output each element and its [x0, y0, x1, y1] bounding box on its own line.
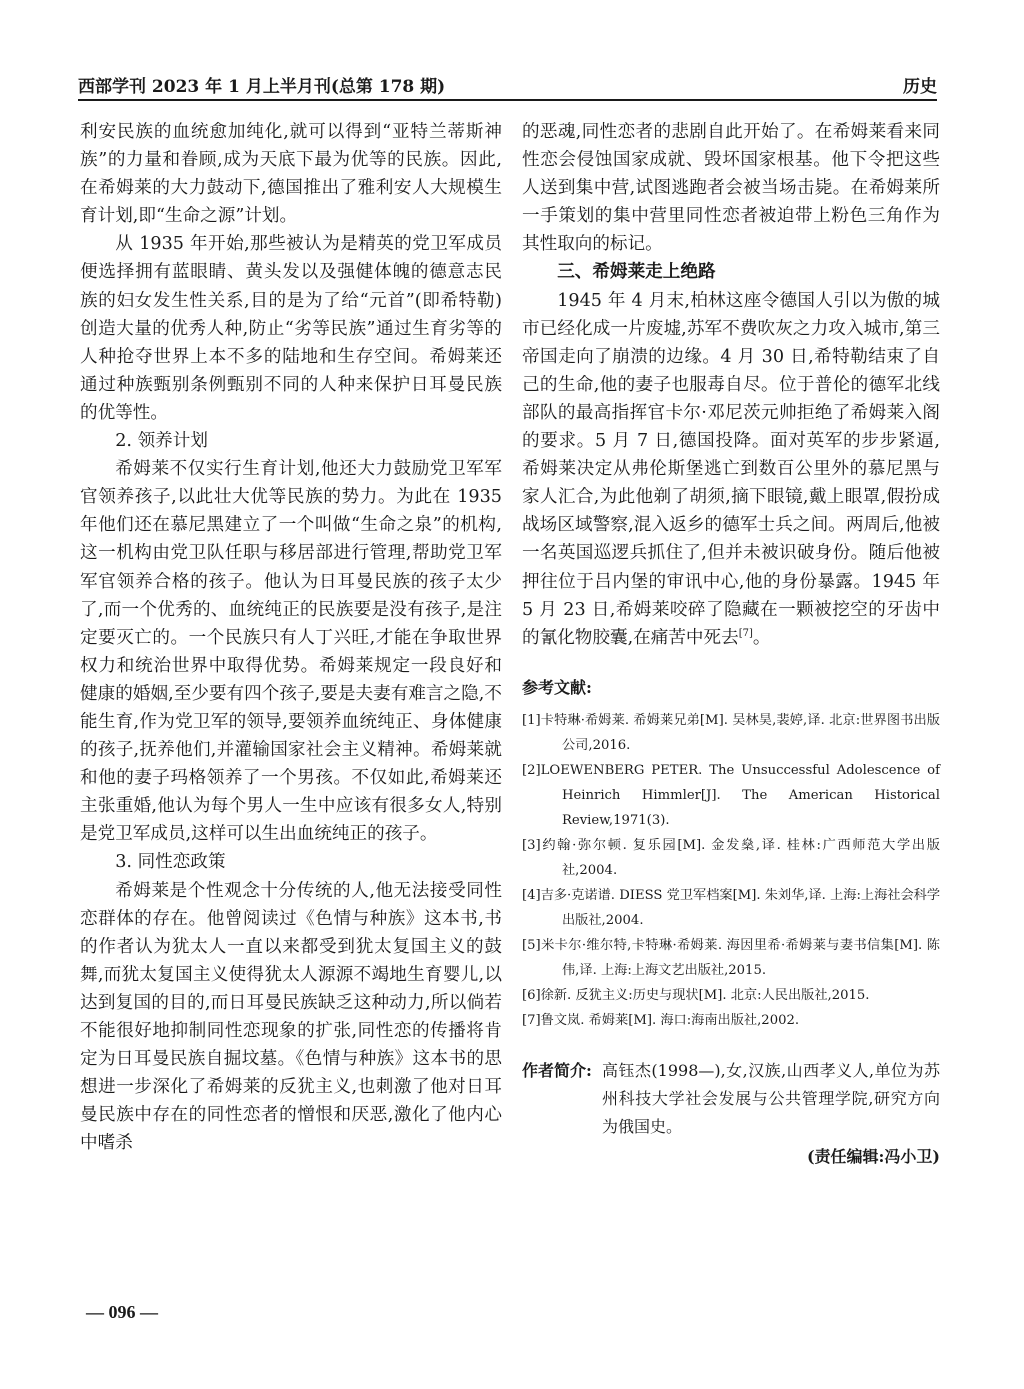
right-column	[522, 118, 940, 1171]
responsible-editor: (责任编辑:冯小卫)	[806, 1146, 940, 1166]
body-paragraph	[522, 287, 940, 652]
paragraph-text: 1945 年 4 月末,柏林这座令德国人引以为傲的城市已经化成一片废墟,苏军不费吹灰之力攻入城市,第三帝国走向了崩溃的边缘。4 月 30 日,希特勒结束了自己的生命,他的妻子也服毒自尽。位于普伦的德军北线部队的最高指挥官卡尔·邓尼茨元帅拒绝了希姆莱入阁的要求。5 月 7 日,德国投降。面对英军的步步紧逼,希姆莱决定从弗伦斯堡逃亡到数百公里外的慕尼黑与家人汇合,为此他剃了胡须,摘下眼镜,戴上眼罩,假扮成战场区域警察,混入返乡的德军士兵之间。两周后,他被一名英国巡逻兵抓住了,但并未被识破身份。随后他被押往位于吕内堡的审讯中心,他的身份暴露。1945 年 5 月 23 日,希姆莱咬碎了隐藏在一颗被挖空的牙齿中的氰化物胶囊,在痛苦中死去	[522, 290, 940, 648]
reference-item: [2]LOEWENBERG PETER. The Unsuccessful Adolescence of Heinrich Himmler[J]. The American Historical Review,1971(3).	[522, 762, 940, 828]
body-paragraph: 利安民族的血统愈加纯化,就可以得到“亚特兰蒂斯神族”的力量和眷顾,成为天底下最为优等的民族。因此,在希姆莱的大力鼓动下,德国推出了雅利安人大规模生育计划,即“生命之源”计划。	[80, 122, 502, 227]
reference-item: [6]徐新. 反犹主义:历史与现状[M]. 北京:人民出版社,2015.	[522, 987, 870, 1003]
reference-item: [5]米卡尔·维尔特,卡特琳·希姆莱. 海因里希·希姆莱与妻书信集[M]. 陈伟,译. 上海:上海文艺出版社,2015.	[522, 937, 940, 978]
right-column-body	[522, 118, 940, 652]
header-rule	[78, 99, 937, 101]
running-header	[78, 72, 937, 102]
body-paragraph: 从 1935 年开始,那些被认为是精英的党卫军成员便选择拥有蓝眼睛、黄头发以及强健体魄的德意志民族的妇女发生性关系,目的是为了给“元首”(即希特勒)创造大量的优秀人种,防止“劣等民族”通过生育劣等的人种抢夺世界上本不多的陆地和生存空间。希姆莱还通过种族甄别条例甄别不同的人种来保护日耳曼民族的优等性。	[80, 234, 502, 423]
body-paragraph: 希姆莱是个性观念十分传统的人,他无法接受同性恋群体的存在。他曾阅读过《色情与种族》这本书,书的作者认为犹太人一直以来都受到犹太复国主义的鼓舞,而犹太复国主义使得犹太人源源不竭地生育婴儿,以达到复国的目的,而日耳曼民族缺乏这种动力,所以倘若不能很好地抑制同性恋现象的扩张,同性恋的传播将肯定为日耳曼民族自掘坟墓。《色情与种族》这本书的思想进一步深化了希姆莱的反犹主义,也刺激了他对日耳曼民族中存在的同性恋者的憎恨和厌恶,激化了他内心中嗜杀	[80, 880, 502, 1154]
section-heading: 2. 领养计划	[115, 431, 208, 452]
reference-item: [4]吉多·克诺谱. DIESS 党卫军档案[M]. 朱刘华,译. 上海:上海社会科学出版社,2004.	[522, 887, 941, 928]
author-bio	[522, 1057, 940, 1141]
reference-item: [3]约翰·弥尔顿. 复乐园[M]. 金发燊,译. 桂林:广西师范大学出版社,2004.	[522, 837, 940, 878]
section-label: 历史	[903, 77, 937, 97]
author-bio-label: 作者简介:	[522, 1060, 592, 1080]
left-column	[80, 118, 502, 1157]
references-title: 参考文献:	[522, 677, 592, 697]
reference-list	[522, 708, 940, 1033]
body-paragraph: 希姆莱不仅实行生育计划,他还大力鼓励党卫军军官领养孩子,以此壮大优等民族的势力。为此在 1935 年他们还在慕尼黑建立了一个叫做“生命之泉”的机构,这一机构由党卫队任职与移居部进行管理,帮助党卫军军官领养合格的孩子。他认为日耳曼民族的孩子太少了,而一个优秀的、血统纯正的民族要是没有孩子,是注定要灭亡的。一个民族只有人丁兴旺,才能在争取世界权力和统治世界中取得优势。希姆莱规定一段良好和健康的婚姻,至少要有四个孩子,要是夫妻有难言之隐,不能生育,作为党卫军的领导,要领养血统纯正、身体健康的孩子,抚养他们,并灌输国家社会主义精神。希姆莱就和他的妻子玛格领养了一个男孩。不仅如此,希姆莱还主张重婚,他认为每个男人一生中应该有很多女人,特别是党卫军成员,这样可以生出血统纯正的孩子。	[80, 459, 502, 845]
section-heading: 3. 同性恋政策	[115, 852, 226, 873]
citation-marker: [7]	[738, 627, 753, 639]
body-paragraph: 的恶魂,同性恋者的悲剧自此开始了。在希姆莱看来同性恋会侵蚀国家成就、毁坏国家根基。他下令把这些人送到集中营,试图逃跑者会被当场击毙。在希姆莱所一手策划的集中营里同性恋者被迫带上粉色三角作为其性取向的标记。	[522, 122, 940, 255]
section-heading: 三、希姆莱走上绝路	[557, 261, 716, 283]
journal-title: 西部学刊 2023 年 1 月上半月刊(总第 178 期)	[78, 77, 446, 97]
page-number: — 096 —	[86, 1302, 158, 1322]
reference-item: [7]鲁文岚. 希姆莱[M]. 海口:海南出版社,2002.	[522, 1012, 800, 1028]
author-bio-text: 高钰杰(1998—),女,汉族,山西孝义人,单位为苏州科技大学社会发展与公共管理学院,研究方向为俄国史。	[602, 1060, 940, 1136]
reference-item: [1]卡特琳·希姆莱. 希姆莱兄弟[M]. 吴林昊,裴婷,译. 北京:世界图书出版公司,2016.	[522, 712, 940, 753]
paragraph-end: 。	[752, 627, 771, 648]
